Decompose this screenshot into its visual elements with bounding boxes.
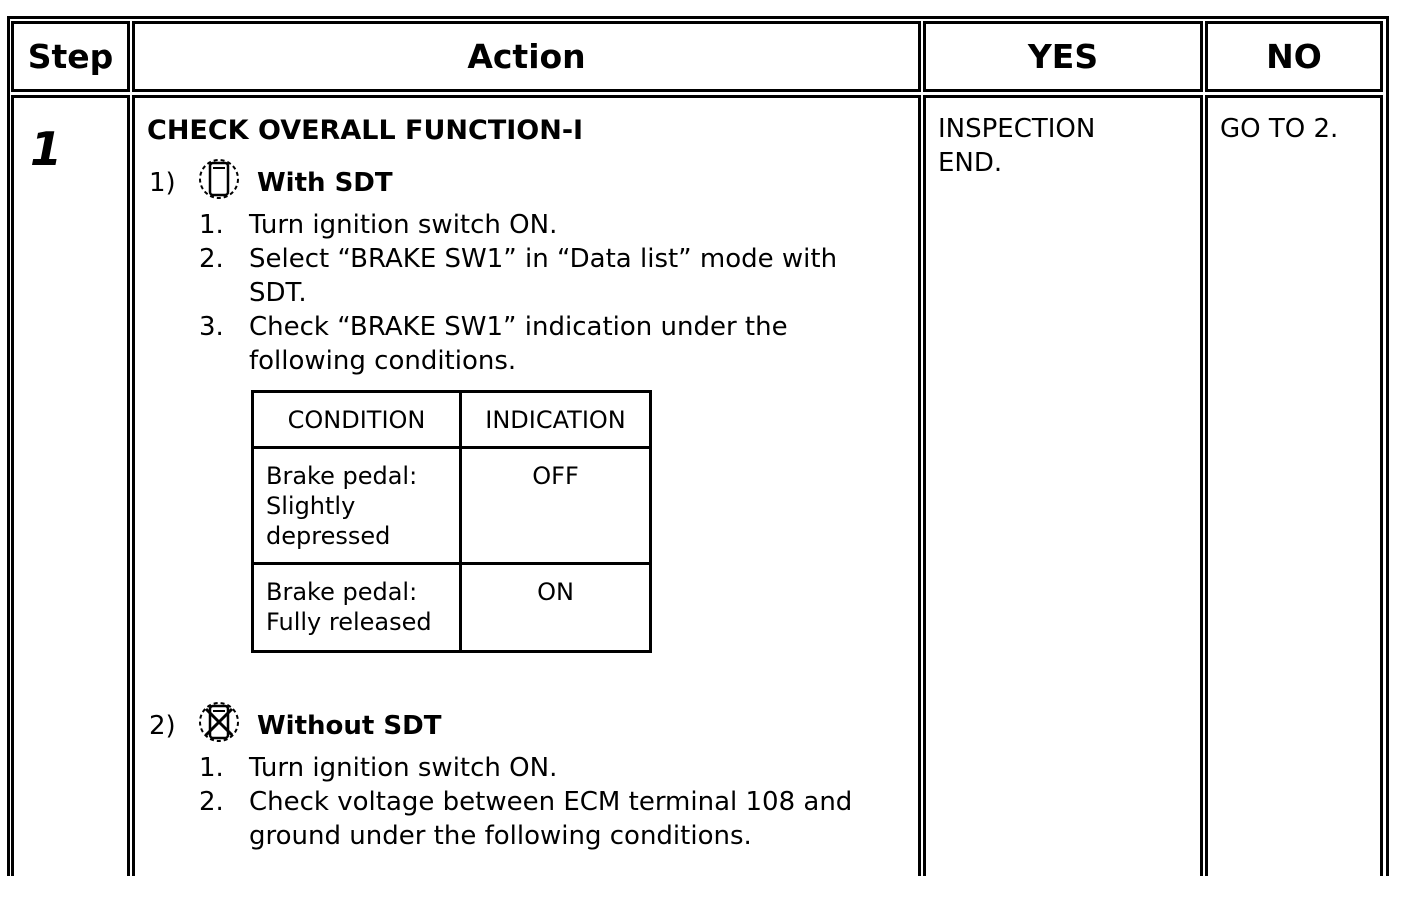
part1-number: 1) (149, 168, 176, 198)
condition-header: CONDITION (253, 392, 461, 448)
step-number: 1 (30, 122, 63, 176)
action-title: CHECK OVERALL FUNCTION-I (147, 115, 584, 146)
no-text: GO TO 2. (1220, 114, 1339, 144)
yes-text-line2: END. (938, 148, 1003, 178)
part1-step2-num: 2. (199, 244, 224, 274)
part2-step1-num: 1. (199, 753, 224, 783)
no-cell (1205, 95, 1383, 876)
step-cell (11, 95, 130, 876)
indication-header: INDICATION (461, 392, 651, 448)
header-no-label: NO (1266, 37, 1322, 76)
part1-step3-text: Check “BRAKE SW1” indication under the (249, 312, 788, 342)
action-cell (132, 95, 921, 876)
indication-cell: ON (461, 564, 651, 652)
part2-number: 2) (149, 711, 176, 741)
header-step-label: Step (27, 37, 114, 76)
part2-step2-text-cont: ground under the following conditions. (249, 821, 752, 851)
part2-label: Without SDT (257, 711, 442, 741)
table-row (253, 448, 651, 564)
part1-step1-num: 1. (199, 210, 224, 240)
no-sdt-tool-icon (197, 700, 241, 744)
part1-step3-num: 3. (199, 312, 224, 342)
condition-table-header (253, 392, 651, 448)
header-yes (923, 21, 1203, 92)
header-action (132, 21, 921, 92)
part2-step2-text: Check voltage between ECM terminal 108 and (249, 787, 853, 817)
part1-step3-text-cont: following conditions. (249, 346, 517, 376)
header-no (1205, 21, 1383, 92)
header-step (11, 21, 130, 92)
condition-cell: Brake pedal: Slightly depressed (253, 448, 461, 564)
condition-table (251, 390, 652, 653)
part1-step2-text: Select “BRAKE SW1” in “Data list” mode with (249, 244, 838, 274)
header-yes-label: YES (1027, 37, 1099, 76)
part2-step2-num: 2. (199, 787, 224, 817)
condition-cell: Brake pedal: Fully released (253, 564, 461, 652)
part1-step2-text-cont: SDT. (249, 278, 307, 308)
header-action-label: Action (467, 37, 586, 76)
part1-step1-text: Turn ignition switch ON. (249, 210, 558, 240)
part2-step1-text: Turn ignition switch ON. (249, 753, 558, 783)
sdt-tool-icon (197, 157, 241, 201)
part1-label: With SDT (257, 168, 393, 198)
table-row (253, 564, 651, 652)
yes-text-line1: INSPECTION (938, 114, 1096, 144)
yes-cell (923, 95, 1203, 876)
indication-cell: OFF (461, 448, 651, 564)
